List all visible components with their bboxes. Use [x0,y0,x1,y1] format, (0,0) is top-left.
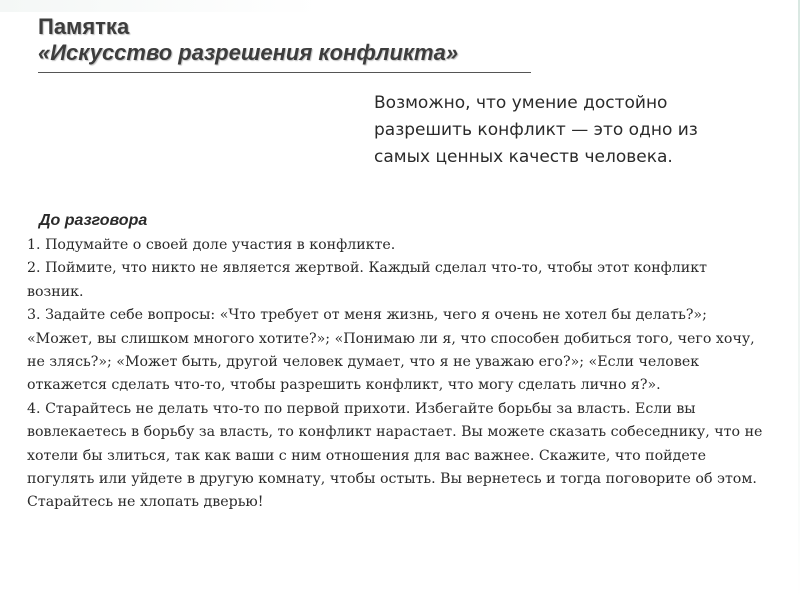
list-item [27,257,767,304]
title-block [38,14,558,66]
item-text: Задайте себе вопросы: «Что требует от меня жизнь, чего я очень не хотел бы делать?»; «Может, вы слишком многого хотите?»; «Понимаю ли я, что способен добиться того, чего хочу, не злясь?»; «Может быть, другой человек думает, что я не уважаю его?»; «Если человек откажется сделать что-то, чтобы разрешить конфликт, что могу сделать лично я?». [27,307,755,394]
item-text: Поймите, что никто не является жертвой. Каждый сделал что-то, чтобы этот конфликт возник. [27,260,707,300]
quote-text: Возможно, что умение достойно разрешить конфликт — это одно из самых ценных качеств человека. [374,93,698,167]
item-text: Подумайте о своей доле участия в конфликте. [45,237,396,253]
item-number: 3. [27,307,41,324]
list-item [27,304,767,398]
item-number: 1. [27,237,41,253]
list-item [27,234,767,257]
title-underline [38,72,531,73]
section-before-conversation [27,210,767,515]
item-number: 2. [27,260,41,277]
list-item [27,398,767,515]
items-list [27,234,767,515]
section-heading: До разговора [39,212,148,229]
item-number: 4. [27,400,41,417]
title-line-2: «Искусство разрешения конфликта» [38,40,459,65]
title-line-1: Памятка [38,14,130,39]
item-text: Старайтесь не делать что-то по первой прихоти. Избегайте борьбы за власть. Если вы вовлекаетесь в борьбу за власть, то конфликт нарастает. Вы можете сказать собеседнику, что не хотели бы злиться, так как ваши с ним отношения для вас важнее. Скажите, что пойдете погулять или уйдете в другую комнату, чтобы остыть. Вы вернетесь и тогда поговорите об этом. Старайтесь не хлопать дверью! [27,400,763,511]
top-stripe-decoration [0,0,800,12]
